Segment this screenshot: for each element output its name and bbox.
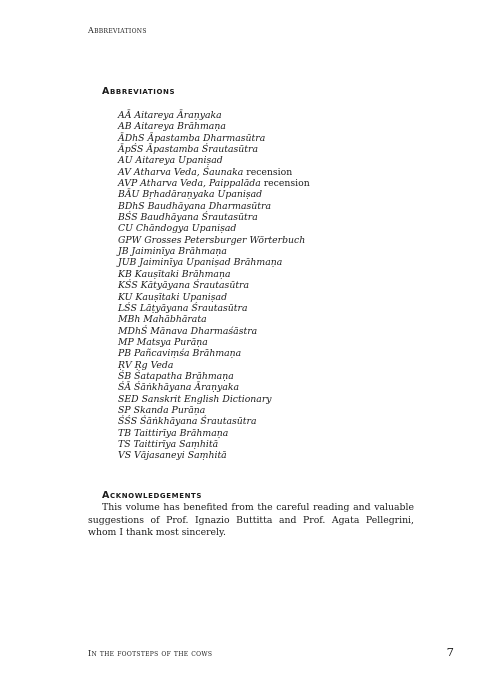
running-head: Abbreviations (88, 26, 147, 35)
abbreviation-expansion: PB Pañcaviṃśa Brāhmaṇa (118, 348, 242, 360)
abbreviation-entry (118, 439, 310, 450)
abbreviation-expansion: SP Skanda Purāṇa (118, 404, 206, 416)
abbreviation-expansion: KŚS Kātyāyana Śrautasūtra (118, 280, 250, 292)
abbreviation-expansion: GPW Grosses Petersburger Wörterbuch (118, 234, 306, 246)
abbreviation-expansion: TB Taittirīya Brāhmaṇa (118, 427, 229, 439)
abbreviation-entry (118, 201, 310, 212)
abbreviation-expansion: BDhS Baudhāyana Dharmasūtra (118, 200, 271, 212)
abbreviation-entry (118, 371, 310, 382)
abbreviation-expansion: ṚV Ṛg Veda (118, 359, 174, 371)
abbreviation-entry (118, 144, 310, 155)
abbreviation-note: recension (243, 166, 293, 178)
abbreviation-entry (118, 280, 310, 291)
abbreviation-entry (118, 360, 310, 371)
abbreviation-expansion: ŚŚS Śāṅkhāyana Śrautasūtra (118, 416, 257, 428)
abbreviation-expansion: AV Atharva Veda, Śaunaka (118, 166, 244, 178)
abbreviation-expansion: MP Matsya Purāṇa (118, 336, 208, 348)
abbreviation-expansion: ĀDhS Āpastamba Dharmasūtra (118, 132, 266, 144)
acknowledgements-text: This volume has benefited from the careful reading and valuable suggestions of Prof. Ignazio Buttitta and Prof. Agata Pellegrini, whom I thank most sincerely. (88, 502, 414, 539)
abbreviation-entry (118, 257, 310, 268)
abbreviation-expansion: ĀpŚS Āpastamba Śrautasūtra (118, 144, 258, 156)
abbreviation-entry (118, 416, 310, 427)
abbreviation-entry (118, 326, 310, 337)
abbreviation-expansion: BĀU Bṛhadāraṇyaka Upaniṣad (118, 189, 263, 201)
abbreviation-expansion: LŚS Lāṭyāyana Śrautasūtra (118, 302, 248, 314)
abbreviation-entry (118, 133, 310, 144)
abbreviation-entry (118, 292, 310, 303)
abbreviation-note: recension (260, 178, 310, 190)
abbreviation-expansion: AU Aitareya Upaniṣad (118, 155, 223, 167)
abbreviation-entry (118, 155, 310, 166)
abbreviation-entry (118, 121, 310, 132)
abbreviation-expansion: AĀ Aitareya Āraṇyaka (118, 110, 222, 121)
abbreviation-expansion: KU Kauṣītaki Upaniṣad (118, 291, 228, 303)
abbreviation-expansion: BŚS Baudhāyana Śrautasūtra (118, 212, 258, 224)
abbreviation-expansion: AB Aitareya Brāhmaṇa (118, 121, 226, 133)
abbreviation-expansion: ŚB Śatapatha Brāhmaṇa (118, 370, 234, 382)
abbreviation-entry (118, 405, 310, 416)
abbreviation-entry (118, 382, 310, 393)
abbreviation-expansion: JUB Jaiminīya Upaniṣad Brāhmaṇa (118, 257, 283, 269)
abbreviation-entry (118, 303, 310, 314)
abbreviation-expansion: MBh Mahābhārata (118, 314, 207, 326)
abbreviation-entry (118, 167, 310, 178)
abbreviation-expansion: JB Jaiminīya Brāhmaṇa (118, 246, 227, 258)
abbreviation-expansion: SED Sanskrit English Dictionary (118, 393, 272, 405)
abbreviation-entry (118, 110, 310, 121)
abbreviation-expansion: ŚĀ Śāṅkhāyana Āraṇyaka (118, 382, 240, 394)
abbreviation-entry (118, 212, 310, 223)
page-number: 7 (446, 645, 454, 659)
abbreviation-entry (118, 178, 310, 189)
abbreviation-expansion: MDhŚ Mānava Dharmaśāstra (118, 325, 258, 337)
abbreviation-entry (118, 189, 310, 200)
abbreviations-list (118, 110, 310, 462)
footer-book-title: In the footsteps of the cows (88, 649, 213, 658)
abbreviation-expansion: VS Vājasaneyi Saṃhitā (118, 450, 227, 462)
abbreviation-expansion: AVP Atharva Veda, Paippalāda (118, 178, 261, 190)
abbreviation-entry (118, 394, 310, 405)
abbreviation-expansion: KB Kauṣītaki Brāhmaṇa (118, 268, 231, 280)
abbreviation-entry (118, 314, 310, 325)
abbreviation-entry (118, 428, 310, 439)
abbreviation-entry (118, 235, 310, 246)
abbreviation-entry (118, 348, 310, 359)
abbreviation-expansion: CU Chāndogya Upaniṣad (118, 223, 237, 235)
abbreviation-entry (118, 450, 310, 461)
acknowledgements-heading: Acknowledgements (102, 490, 203, 501)
abbreviation-entry (118, 337, 310, 348)
abbreviations-heading: Abbreviations (102, 86, 176, 97)
abbreviation-expansion: TS Taittirīya Saṃhitā (118, 438, 219, 450)
abbreviation-entry (118, 246, 310, 257)
abbreviation-entry (118, 223, 310, 234)
abbreviation-entry (118, 269, 310, 280)
